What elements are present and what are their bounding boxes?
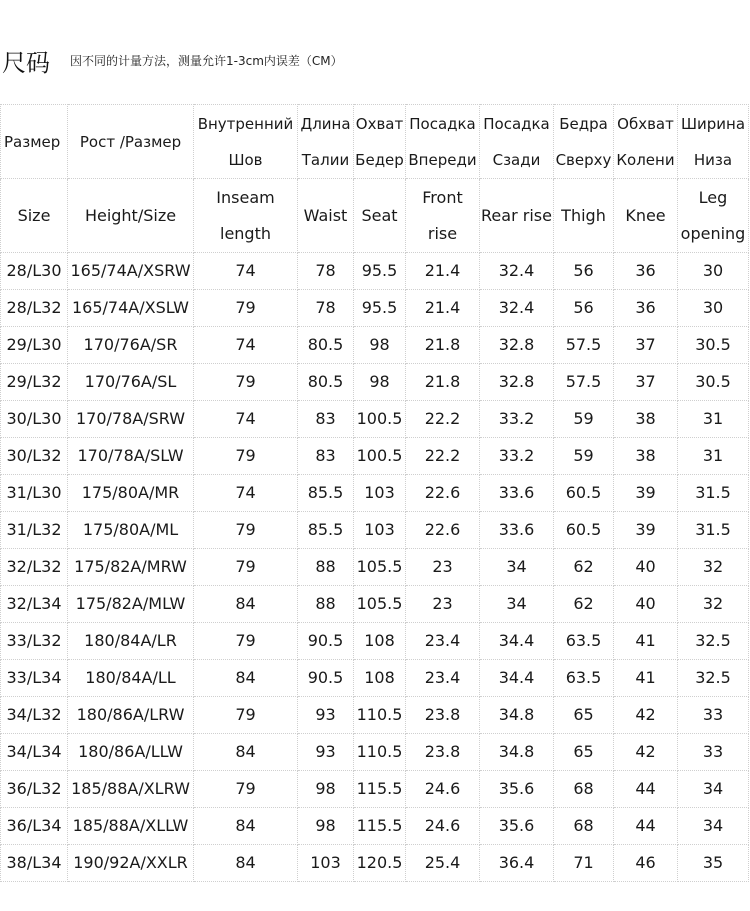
table-cell: 34/L34 [1, 734, 68, 771]
table-cell: 95.5 [354, 290, 406, 327]
table-cell: 23.4 [406, 660, 480, 697]
table-cell: 175/82A/MLW [68, 586, 194, 623]
table-cell: 39 [614, 475, 678, 512]
table-cell: 185/88A/XLLW [68, 808, 194, 845]
table-cell: 120.5 [354, 845, 406, 882]
table-cell: 57.5 [554, 364, 614, 401]
table-cell: 95.5 [354, 253, 406, 290]
column-header-text: Охват [355, 114, 404, 133]
column-header-en [1, 179, 68, 253]
table-cell: 30.5 [678, 364, 749, 401]
column-header-text: Knee [625, 205, 666, 225]
table-cell: 30 [678, 290, 749, 327]
table-cell: 28/L32 [1, 290, 68, 327]
table-cell: 105.5 [354, 586, 406, 623]
table-cell: 32.4 [480, 253, 554, 290]
column-header-text: Ширина [680, 114, 746, 133]
table-cell: 29/L32 [1, 364, 68, 401]
table-cell: 62 [554, 549, 614, 586]
table-cell: 100.5 [354, 438, 406, 475]
table-cell: 32 [678, 586, 749, 623]
table-row [1, 697, 749, 734]
table-cell: 170/76A/SL [68, 364, 194, 401]
table-cell: 22.6 [406, 475, 480, 512]
table-cell: 93 [298, 697, 354, 734]
table-row [1, 771, 749, 808]
table-cell: 37 [614, 327, 678, 364]
table-cell: 88 [298, 549, 354, 586]
column-header-en [678, 179, 749, 253]
table-cell: 31/L32 [1, 512, 68, 549]
table-row [1, 364, 749, 401]
table-cell: 170/78A/SLW [68, 438, 194, 475]
column-header-text: Inseam [216, 187, 275, 207]
table-cell: 32.8 [480, 327, 554, 364]
table-cell: 60.5 [554, 512, 614, 549]
table-cell: 23 [406, 586, 480, 623]
column-header-text: rise [427, 223, 458, 243]
table-cell: 36 [614, 253, 678, 290]
table-cell: 88 [298, 586, 354, 623]
column-header-text: Waist [303, 205, 348, 225]
table-cell: 38 [614, 438, 678, 475]
table-cell: 40 [614, 549, 678, 586]
table-cell: 103 [298, 845, 354, 882]
title-row [2, 40, 343, 80]
table-cell: 31 [678, 438, 749, 475]
table-cell: 175/82A/MRW [68, 549, 194, 586]
table-cell: 38/L34 [1, 845, 68, 882]
table-cell: 65 [554, 697, 614, 734]
table-cell: 57.5 [554, 327, 614, 364]
column-header-ru [68, 105, 194, 179]
table-cell: 21.8 [406, 364, 480, 401]
table-cell: 34.4 [480, 623, 554, 660]
table-cell: 74 [194, 253, 298, 290]
table-cell: 59 [554, 438, 614, 475]
table-cell: 31/L30 [1, 475, 68, 512]
table-cell: 21.4 [406, 253, 480, 290]
page-title: 尺码 [2, 48, 50, 77]
table-row [1, 845, 749, 882]
table-row [1, 549, 749, 586]
table-cell: 103 [354, 475, 406, 512]
table-row [1, 438, 749, 475]
table-cell: 60.5 [554, 475, 614, 512]
table-cell: 71 [554, 845, 614, 882]
table-cell: 39 [614, 512, 678, 549]
column-header-text: Thigh [561, 205, 606, 225]
table-cell: 56 [554, 290, 614, 327]
table-cell: 65 [554, 734, 614, 771]
table-cell: 21.8 [406, 327, 480, 364]
table-cell: 180/84A/LL [68, 660, 194, 697]
table-cell: 98 [298, 808, 354, 845]
header-row-ru [1, 105, 749, 179]
column-header-ru [554, 105, 614, 179]
table-cell: 84 [194, 586, 298, 623]
table-cell: 79 [194, 290, 298, 327]
table-row [1, 290, 749, 327]
column-header-text: opening [680, 223, 746, 243]
column-header-text: Талии [301, 150, 350, 169]
table-cell: 80.5 [298, 364, 354, 401]
table-row [1, 475, 749, 512]
table-cell: 175/80A/MR [68, 475, 194, 512]
table-cell: 33.6 [480, 512, 554, 549]
table-cell: 115.5 [354, 771, 406, 808]
table-cell: 84 [194, 660, 298, 697]
column-header-en [406, 179, 480, 253]
table-row [1, 327, 749, 364]
header-row-en [1, 179, 749, 253]
table-cell: 32/L34 [1, 586, 68, 623]
table-cell: 33.6 [480, 475, 554, 512]
table-cell: 185/88A/XLRW [68, 771, 194, 808]
table-cell: 84 [194, 845, 298, 882]
column-header-text: Посадка [409, 114, 476, 133]
column-header-text: Впереди [408, 150, 477, 169]
column-header-en [298, 179, 354, 253]
table-row [1, 623, 749, 660]
table-cell: 34 [480, 586, 554, 623]
column-header-text: Бедер [355, 150, 404, 169]
table-cell: 34 [678, 771, 749, 808]
table-row [1, 512, 749, 549]
table-cell: 85.5 [298, 475, 354, 512]
table-cell: 165/74A/XSLW [68, 290, 194, 327]
table-cell: 84 [194, 808, 298, 845]
measurement-note: 因不同的计量方法，测量允许1-3cm内误差（CM） [70, 53, 343, 68]
table-cell: 35.6 [480, 771, 554, 808]
table-cell: 44 [614, 771, 678, 808]
table-cell: 41 [614, 623, 678, 660]
table-cell: 24.6 [406, 808, 480, 845]
table-cell: 28/L30 [1, 253, 68, 290]
table-cell: 21.4 [406, 290, 480, 327]
table-cell: 32.4 [480, 290, 554, 327]
table-cell: 79 [194, 623, 298, 660]
table-cell: 100.5 [354, 401, 406, 438]
column-header-text: Шов [228, 150, 263, 169]
table-cell: 34.4 [480, 660, 554, 697]
column-header-text: Рост /Размер [79, 132, 182, 151]
table-cell: 44 [614, 808, 678, 845]
table-cell: 110.5 [354, 697, 406, 734]
column-header-text: Rear rise [481, 205, 552, 225]
table-cell: 31.5 [678, 475, 749, 512]
table-cell: 190/92A/XXLR [68, 845, 194, 882]
table-cell: 24.6 [406, 771, 480, 808]
table-cell: 108 [354, 623, 406, 660]
table-cell: 115.5 [354, 808, 406, 845]
table-cell: 105.5 [354, 549, 406, 586]
table-cell: 22.6 [406, 512, 480, 549]
table-cell: 110.5 [354, 734, 406, 771]
table-cell: 85.5 [298, 512, 354, 549]
column-header-en [480, 179, 554, 253]
table-cell: 165/74A/XSRW [68, 253, 194, 290]
table-cell: 30 [678, 253, 749, 290]
table-cell: 175/80A/ML [68, 512, 194, 549]
table-cell: 33.2 [480, 438, 554, 475]
table-cell: 32/L32 [1, 549, 68, 586]
table-cell: 79 [194, 697, 298, 734]
table-cell: 80.5 [298, 327, 354, 364]
column-header-text: Size [17, 205, 51, 225]
table-cell: 170/76A/SR [68, 327, 194, 364]
column-header-ru [1, 105, 68, 179]
table-cell: 84 [194, 734, 298, 771]
table-cell: 78 [298, 290, 354, 327]
table-cell: 33.2 [480, 401, 554, 438]
table-cell: 90.5 [298, 660, 354, 697]
table-cell: 31 [678, 401, 749, 438]
table-cell: 33/L32 [1, 623, 68, 660]
table-cell: 34/L32 [1, 697, 68, 734]
column-header-ru [614, 105, 678, 179]
column-header-en [614, 179, 678, 253]
table-cell: 32.8 [480, 364, 554, 401]
table-cell: 98 [298, 771, 354, 808]
table-row [1, 401, 749, 438]
table-cell: 68 [554, 808, 614, 845]
table-cell: 32.5 [678, 623, 749, 660]
column-header-ru [678, 105, 749, 179]
table-cell: 74 [194, 401, 298, 438]
table-cell: 22.2 [406, 438, 480, 475]
column-header-text: Низа [693, 150, 733, 169]
column-header-ru [354, 105, 406, 179]
column-header-text: Размер [4, 132, 61, 151]
table-row [1, 660, 749, 697]
table-cell: 59 [554, 401, 614, 438]
table-cell: 42 [614, 697, 678, 734]
table-cell: 83 [298, 438, 354, 475]
table-cell: 34 [678, 808, 749, 845]
table-cell: 90.5 [298, 623, 354, 660]
table-cell: 32 [678, 549, 749, 586]
table-row [1, 808, 749, 845]
table-cell: 180/86A/LLW [68, 734, 194, 771]
table-cell: 34 [480, 549, 554, 586]
table-cell: 23.8 [406, 697, 480, 734]
column-header-en [68, 179, 194, 253]
column-header-text: Колени [616, 150, 675, 169]
table-cell: 35.6 [480, 808, 554, 845]
table-cell: 34.8 [480, 734, 554, 771]
size-chart-table [0, 104, 749, 882]
table-cell: 23.4 [406, 623, 480, 660]
table-cell: 36/L32 [1, 771, 68, 808]
column-header-ru [406, 105, 480, 179]
table-cell: 22.2 [406, 401, 480, 438]
table-cell: 35 [678, 845, 749, 882]
table-cell: 63.5 [554, 660, 614, 697]
table-cell: 63.5 [554, 623, 614, 660]
table-cell: 108 [354, 660, 406, 697]
table-cell: 79 [194, 549, 298, 586]
column-header-ru [480, 105, 554, 179]
column-header-text: Бедра [559, 114, 608, 133]
table-cell: 36 [614, 290, 678, 327]
table-cell: 36.4 [480, 845, 554, 882]
column-header-ru [194, 105, 298, 179]
table-cell: 180/86A/LRW [68, 697, 194, 734]
column-header-en [194, 179, 298, 253]
table-cell: 40 [614, 586, 678, 623]
table-row [1, 586, 749, 623]
table-cell: 29/L30 [1, 327, 68, 364]
column-header-text: Посадка [483, 114, 550, 133]
column-header-text: Seat [361, 205, 398, 225]
table-cell: 103 [354, 512, 406, 549]
table-cell: 32.5 [678, 660, 749, 697]
table-cell: 23.8 [406, 734, 480, 771]
column-header-text: length [220, 223, 271, 243]
table-cell: 79 [194, 364, 298, 401]
table-cell: 30/L30 [1, 401, 68, 438]
table-row [1, 253, 749, 290]
column-header-en [354, 179, 406, 253]
column-header-text: Height/Size [84, 205, 177, 225]
table-cell: 33 [678, 697, 749, 734]
table-cell: 25.4 [406, 845, 480, 882]
table-cell: 30.5 [678, 327, 749, 364]
column-header-en [554, 179, 614, 253]
table-cell: 78 [298, 253, 354, 290]
table-cell: 31.5 [678, 512, 749, 549]
table-cell: 98 [354, 327, 406, 364]
table-cell: 38 [614, 401, 678, 438]
table-cell: 37 [614, 364, 678, 401]
table-cell: 83 [298, 401, 354, 438]
table-cell: 74 [194, 475, 298, 512]
column-header-text: Front [422, 187, 463, 207]
table-cell: 33 [678, 734, 749, 771]
column-header-text: Длина [300, 114, 351, 133]
table-cell: 79 [194, 438, 298, 475]
table-cell: 180/84A/LR [68, 623, 194, 660]
table-cell: 30/L32 [1, 438, 68, 475]
column-header-text: Сзади [492, 150, 541, 169]
table-cell: 79 [194, 512, 298, 549]
table-cell: 34.8 [480, 697, 554, 734]
table-cell: 56 [554, 253, 614, 290]
column-header-text: Leg [698, 187, 728, 207]
column-header-text: Обхват [617, 114, 674, 133]
table-cell: 79 [194, 771, 298, 808]
table-cell: 98 [354, 364, 406, 401]
table-cell: 46 [614, 845, 678, 882]
table-cell: 42 [614, 734, 678, 771]
table-cell: 68 [554, 771, 614, 808]
table-cell: 33/L34 [1, 660, 68, 697]
table-cell: 170/78A/SRW [68, 401, 194, 438]
column-header-text: Внутренний [197, 114, 294, 133]
column-header-ru [298, 105, 354, 179]
column-header-text: Сверху [555, 150, 612, 169]
table-cell: 23 [406, 549, 480, 586]
table-cell: 93 [298, 734, 354, 771]
table-cell: 41 [614, 660, 678, 697]
table-row [1, 734, 749, 771]
table-cell: 62 [554, 586, 614, 623]
table-cell: 36/L34 [1, 808, 68, 845]
table-cell: 74 [194, 327, 298, 364]
